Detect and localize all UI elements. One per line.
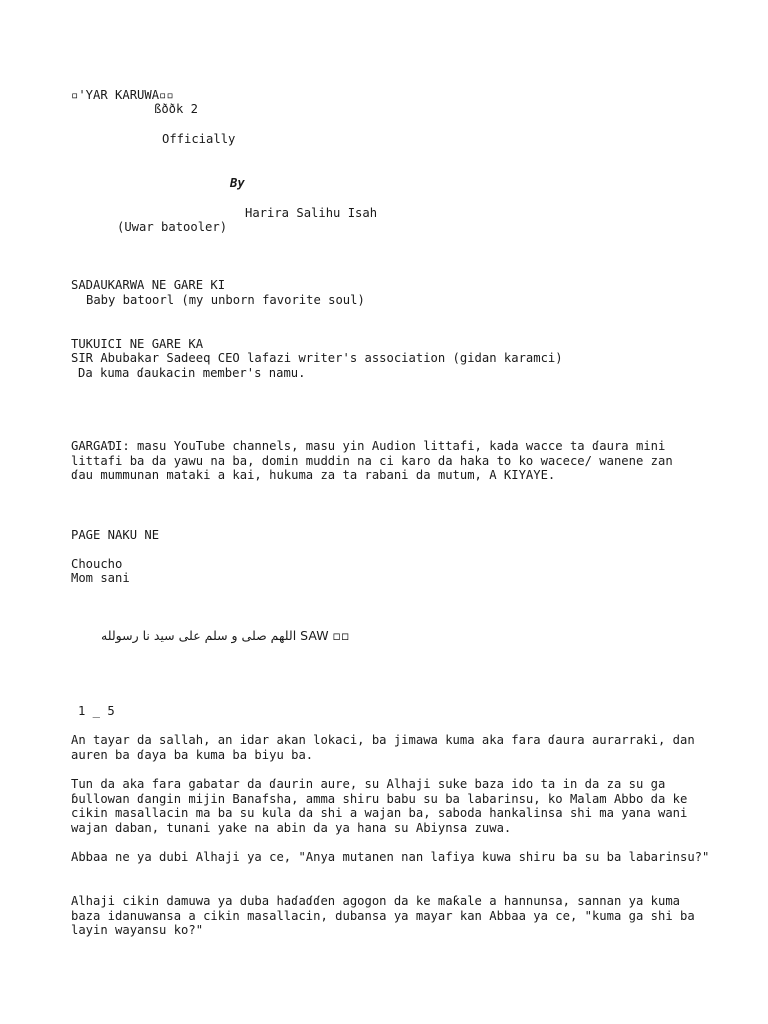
story-paragraph: Tun da aka fara gabatar da ɗaurin aure, su Alhaji suke baza ido ta in da za su ga ɓullowan ɗangin mijin Banafsha, amma shiru babu su ba labarinsu, ko Malam Abbo da ke cikin masallacin ma ba su kula da shi a wajan ba, saboda hankalinsa shi ma yana wani wajan daban, tunani yake na abin da ya hana su Abiynsa zuwa. bbox=[71, 777, 695, 835]
dedication-text: Baby batoorl (my unborn favorite soul) bbox=[86, 293, 365, 307]
by-label: By bbox=[230, 176, 245, 190]
salawat-line: اللهم صلى و سلم على سيد نا رسولله SAW ▫▫ bbox=[101, 628, 350, 643]
warning-paragraph: GARGAƊI: masu YouTube channels, masu yin Audion littafi, kada wacce ta ɗaura mini littafi ba da yawu na ba, domin muddin na ci karo da haka to ko wacece/ wanene zan ɗau mummunan mataki a kai, hukuma za ta rabani da mutum, A KIYAYE. bbox=[71, 439, 681, 483]
page-name-2: Mom sani bbox=[71, 571, 130, 585]
story-paragraph: Alhaji cikin damuwa ya duba haɗaɗɗen agogon da ke maƙale a hannunsa, sannan ya kuma baza idanuwansa a cikin masallacin, dubansa ya mayar kan Abbaa ya ce, "kuma ga shi ba layin wayansu ko?" bbox=[71, 894, 703, 938]
story-paragraph: An tayar da sallah, an idar akan lokaci, ba jimawa kuma aka fara ɗaura aurarraki, dan auren ba ɗaya ba kuma ba biyu ba. bbox=[71, 733, 703, 762]
author-name: Harira Salihu Isah bbox=[245, 206, 378, 220]
tribute-line-2: Da kuma ɗaukacin member's namu. bbox=[78, 366, 306, 380]
page-name-1: Choucho bbox=[71, 557, 123, 571]
officially-label: Officially bbox=[162, 132, 236, 146]
document-title: ▫'YAR KARUWA▫▫ bbox=[71, 88, 174, 102]
page-heading: PAGE NAKU NE bbox=[71, 528, 160, 542]
tribute-line-1: SIR Abubakar Sadeeq CEO lafazi writer's association (gidan karamci) bbox=[71, 351, 563, 365]
chapter-label: 1 _ 5 bbox=[78, 704, 115, 718]
tribute-heading: TUKUICI NE GARE KA bbox=[71, 337, 204, 351]
story-paragraph: Abbaa ne ya dubi Alhaji ya ce, "Anya mutanen nan lafiya kuwa shiru ba su ba labarinsu?" bbox=[71, 850, 710, 864]
pen-name: (Uwar batooler) bbox=[117, 220, 228, 234]
book-number: ßððk 2 bbox=[154, 102, 199, 116]
dedication-heading: SADAUKARWA NE GARE KI bbox=[71, 278, 226, 292]
